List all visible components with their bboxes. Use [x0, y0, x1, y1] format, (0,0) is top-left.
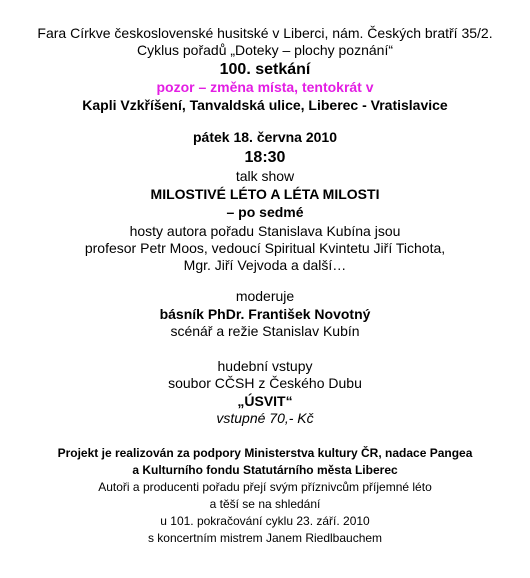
- event-time: 18:30: [244, 149, 286, 166]
- moderation-block: [0, 288, 530, 340]
- wish-line: s koncertním mistrem Janem Riedlbauchem: [147, 531, 383, 545]
- meeting-number: 100. setkání: [219, 61, 311, 78]
- ensemble-name: „ÚSVIT“: [237, 393, 293, 409]
- moderator-name: básník PhDr. František Novotný: [159, 306, 371, 322]
- program-format: talk show: [235, 168, 295, 184]
- program-title: MILOSTIVÉ LÉTO A LÉTA MILOSTI: [150, 186, 380, 202]
- guests-block: [0, 223, 530, 274]
- venue-address-line: Fara Církve československé husitské v Liberci, nám. Českých bratří 35/2.: [37, 25, 493, 41]
- series-title-line: Cyklus pořadů „Doteky – plochy poznání“: [136, 42, 394, 58]
- guests-line: Mgr. Jiří Vejvoda a další…: [183, 257, 347, 273]
- credits-line: scénář a režie Stanislav Kubín: [170, 323, 360, 339]
- guests-line: profesor Petr Moos, vedoucí Spiritual Kvintetu Jiří Tichota,: [84, 240, 446, 256]
- music-label: hudební vstupy: [217, 358, 313, 374]
- wish-line: u 101. pokračování cyklu 23. září. 2010: [160, 514, 370, 528]
- moderation-label: moderuje: [235, 288, 295, 304]
- guests-line: hosty autora pořadu Stanislava Kubína jsou: [129, 223, 401, 239]
- location-change-notice: pozor – změna místa, tentokrát v: [156, 79, 374, 95]
- support-line: Projekt je realizován za podpory Ministerstva kultury ČR, nadace Pangea: [57, 446, 473, 460]
- support-line: a Kulturního fondu Statutárního města Liberec: [132, 463, 398, 477]
- footer: [0, 445, 530, 547]
- venue-line: Kapli Vzkříšení, Tanvaldská ulice, Liberec - Vratislavice: [82, 97, 448, 113]
- wish-line: Autoři a producenti pořadu přejí svým příznivcům příjemné léto: [98, 480, 432, 494]
- music-block: [0, 358, 530, 427]
- program-subtitle: – po sedmé: [226, 204, 304, 220]
- ensemble-line: soubor CČSH z Českého Dubu: [168, 375, 362, 391]
- event-date: pátek 18. června 2010: [193, 129, 337, 145]
- header: [0, 0, 530, 59]
- wish-line: a těší se na shledání: [209, 497, 321, 511]
- admission-price: vstupné 70,- Kč: [216, 410, 314, 426]
